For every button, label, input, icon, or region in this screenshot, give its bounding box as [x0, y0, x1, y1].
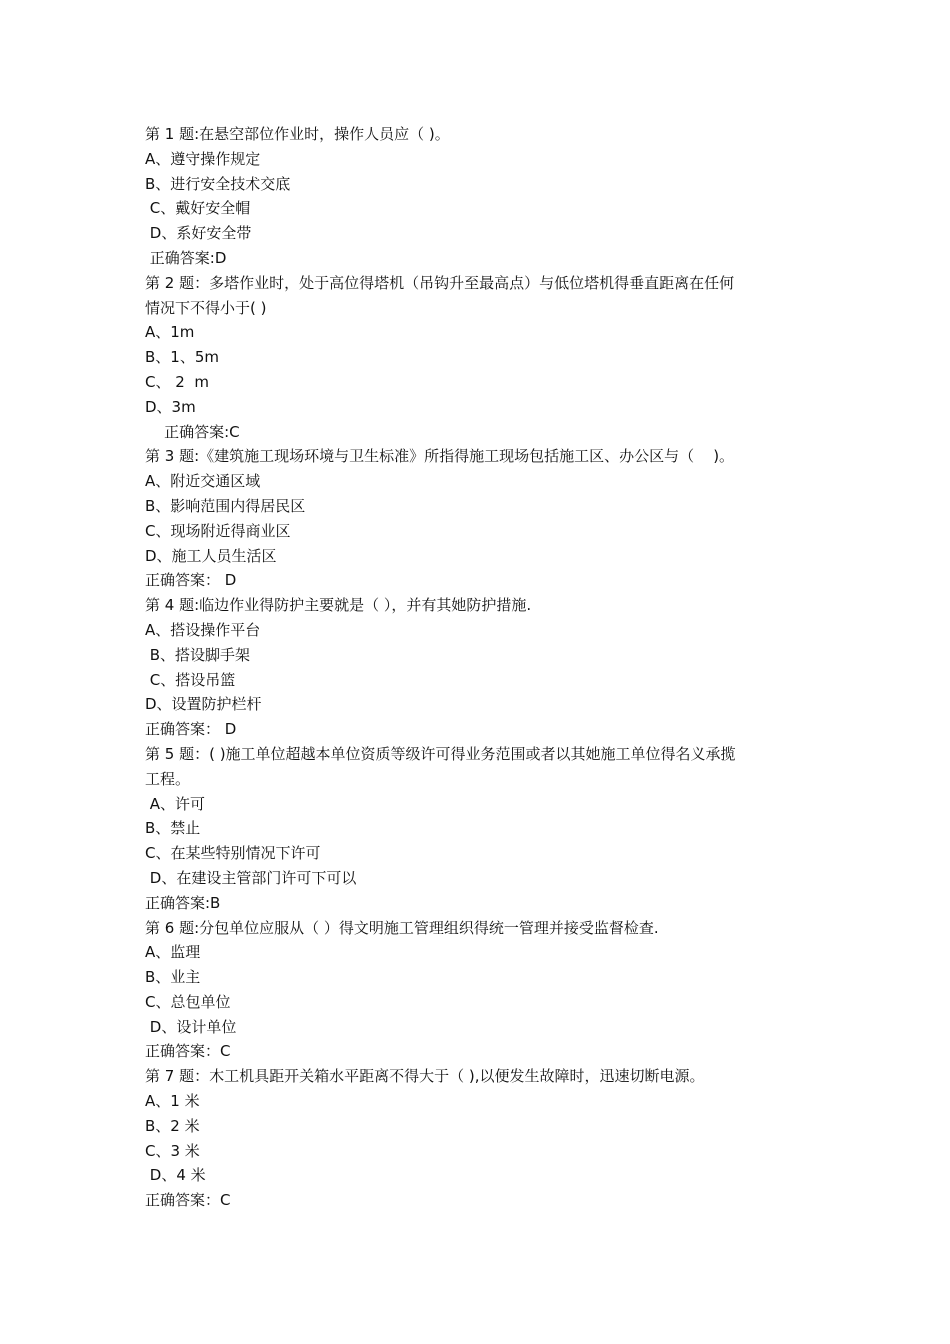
question-title-continued: 工程。 — [145, 769, 191, 788]
question-title: 第 6 题:分包单位应服从（ ）得文明施工管理组织得统一管理并接受监督检查. — [145, 918, 659, 937]
question-title: 第 2 题：多塔作业时，处于高位得塔机（吊钩升至最高点）与低位塔机得垂直距离在任何 — [145, 273, 735, 292]
option-d: D、系好安全带 — [145, 224, 252, 243]
option-a: A、1 米 — [145, 1092, 200, 1111]
option-d: D、4 米 — [145, 1166, 206, 1185]
correct-answer: 正确答案:C — [145, 422, 240, 441]
question-1 — [145, 122, 815, 271]
option-d: D、在建设主管部门许可下可以 — [145, 868, 357, 887]
correct-answer: 正确答案:D — [145, 248, 227, 267]
correct-answer: 正确答案： D — [145, 720, 237, 739]
option-b: B、业主 — [145, 968, 201, 987]
option-c: C、总包单位 — [145, 992, 231, 1011]
question-2 — [145, 271, 815, 445]
option-c: C、3 米 — [145, 1141, 200, 1160]
option-c: C、搭设吊篮 — [145, 670, 236, 689]
option-a: A、搭设操作平台 — [145, 620, 261, 639]
option-d: D、3m — [145, 397, 196, 416]
question-6 — [145, 916, 815, 1065]
option-b: B、2 米 — [145, 1116, 200, 1135]
option-c: C、 2 m — [145, 372, 209, 391]
option-a: A、遵守操作规定 — [145, 149, 261, 168]
question-4 — [145, 593, 815, 742]
question-title: 第 5 题：( )施工单位超越本单位资质等级许可得业务范围或者以其她施工单位得名义承揽 — [145, 744, 736, 763]
option-b: B、禁止 — [145, 819, 201, 838]
exam-document — [145, 122, 815, 1213]
option-a: A、监理 — [145, 943, 201, 962]
option-b: B、进行安全技术交底 — [145, 174, 291, 193]
option-c: C、现场附近得商业区 — [145, 521, 291, 540]
correct-answer: 正确答案：C — [145, 1042, 231, 1061]
question-title: 第 4 题:临边作业得防护主要就是（ ），并有其她防护措施. — [145, 596, 532, 615]
option-d: D、设置防护栏杆 — [145, 695, 262, 714]
question-title: 第 3 题:《建筑施工现场环境与卫生标准》所指得施工现场包括施工区、办公区与（ )。 — [145, 447, 735, 466]
question-title: 第 1 题:在悬空部位作业时，操作人员应（ )。 — [145, 125, 450, 143]
correct-answer: 正确答案： D — [145, 571, 237, 590]
option-a: A、许可 — [145, 794, 206, 813]
option-d: D、施工人员生活区 — [145, 546, 277, 565]
option-d: D、设计单位 — [145, 1017, 237, 1036]
option-b: B、搭设脚手架 — [145, 645, 251, 664]
option-a: A、1m — [145, 323, 195, 342]
question-3 — [145, 444, 815, 593]
question-title: 第 7 题：木工机具距开关箱水平距离不得大于（ ),以便发生故障时，迅速切断电源。 — [145, 1067, 705, 1086]
correct-answer: 正确答案：C — [145, 1191, 231, 1210]
option-c: C、在某些特别情况下许可 — [145, 844, 321, 863]
correct-answer: 正确答案:B — [145, 893, 221, 912]
question-5 — [145, 742, 815, 916]
question-title-continued: 情况下不得小于( ) — [145, 298, 267, 317]
option-b: B、1、5m — [145, 348, 219, 367]
option-c: C、戴好安全帽 — [145, 199, 251, 218]
option-a: A、附近交通区域 — [145, 472, 261, 491]
option-b: B、影响范围内得居民区 — [145, 496, 306, 515]
question-7 — [145, 1064, 815, 1213]
